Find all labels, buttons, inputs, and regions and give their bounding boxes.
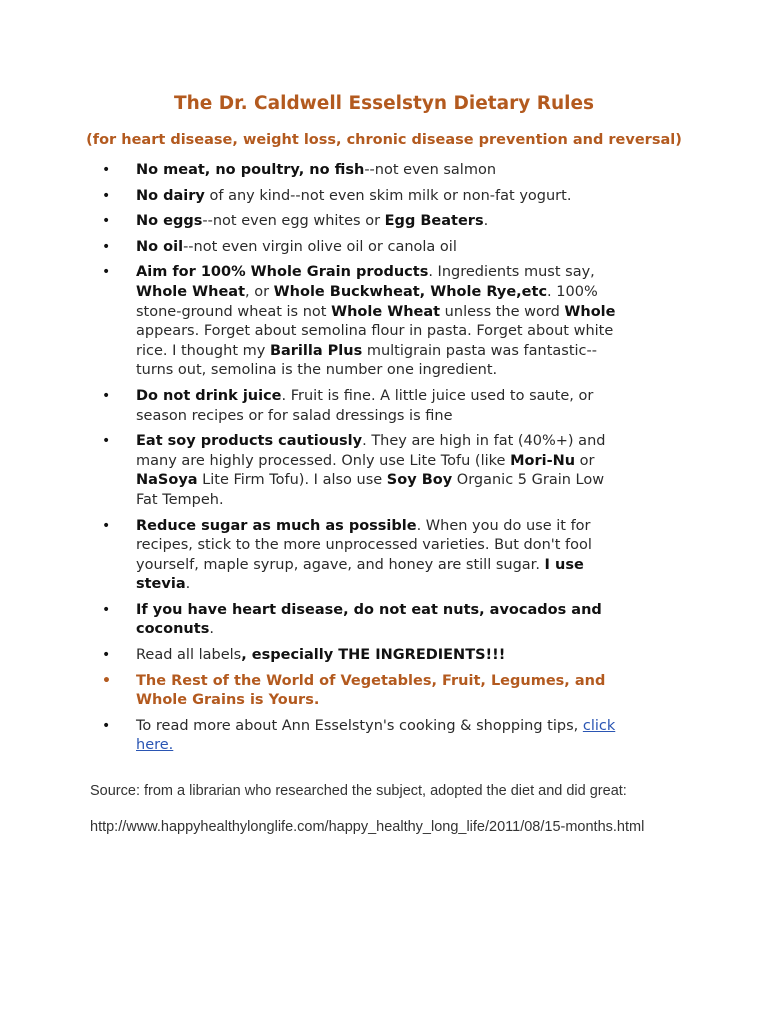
rule-emphasis: Aim for 100% Whole Grain products [136, 264, 429, 281]
rule-text: , or [245, 283, 274, 300]
list-item [100, 672, 620, 711]
rule-emphasis: I use stevia [136, 556, 584, 593]
rule-text: Lite Firm Tofu). I also use [197, 472, 387, 489]
rule-text: . When you do use it for recipes, stick to the more unprocessed varieties. But don't fool yourself, maple syrup, agave, and honey are still sugar. [136, 517, 592, 573]
rule-text: . Ingredients must say, [428, 264, 595, 281]
rule-emphasis: Whole Wheat [331, 303, 441, 320]
list-item [100, 517, 620, 595]
document-title: The Dr. Caldwell Esselstyn Dietary Rules [173, 93, 595, 114]
rule-emphasis: Whole Buckwheat, Whole Rye,etc [273, 283, 548, 300]
rule-text: of any kind--not even skim milk or non-fat yogurt. [204, 187, 572, 204]
rule-emphasis: Mori-Nu [510, 452, 576, 469]
rule-text: --not even virgin olive oil or canola oil [183, 238, 457, 255]
rule-emphasis: If you have heart disease, do not eat nuts, avocados and coconuts [136, 601, 602, 638]
rule-text: . [209, 621, 214, 638]
list-item [100, 601, 620, 640]
document-subtitle: (for heart disease, weight loss, chronic disease prevention and reversal) [86, 132, 682, 148]
rule-text: unless the word [440, 303, 565, 320]
rule-text: . [483, 213, 489, 230]
rule-emphasis: Do not drink juice [136, 387, 282, 404]
rule-emphasis: No meat, no poultry, no fish [136, 162, 365, 178]
list-item [100, 161, 620, 181]
rule-emphasis: No oil [136, 238, 184, 255]
rule-emphasis: , especially THE INGREDIENTS!!! [241, 647, 506, 664]
rule-emphasis: Whole Wheat [136, 283, 245, 300]
list-item [100, 238, 620, 258]
rule-emphasis: Soy Boy [386, 472, 453, 489]
list-item [100, 187, 620, 207]
rule-text: . [185, 576, 191, 593]
list-item [100, 212, 620, 232]
rule-emphasis: NaSoya [136, 472, 198, 489]
rules-list [100, 161, 620, 762]
rule-emphasis: Barilla Plus [269, 342, 363, 359]
rule-emphasis: Egg Beaters [384, 213, 484, 230]
click-here-link[interactable]: click here. [136, 717, 616, 754]
rule-text: or [575, 452, 595, 469]
rule-text: . 100% stone-ground wheat is not [136, 283, 598, 320]
rule-emphasis: No dairy [136, 187, 205, 204]
rule-text: Organic 5 Grain Low Fat Tempeh. [136, 472, 605, 508]
rule-text: appears. Forget about semolina flour in pasta. Forget about white rice. I thought my [136, 323, 614, 359]
rule-text: . They are high in fat (40%+) and many are highly processed. Only use Lite Tofu (like [136, 433, 606, 469]
rule-text: multigrain pasta was fantastic--turns out, semolina is the number one ingredient. [136, 342, 597, 379]
rule-text: . Fruit is fine. A little juice used to saute, or season recipes or for salad dressings is fine [136, 387, 594, 424]
rule-text: --not even salmon [364, 162, 497, 178]
rule-text: --not even egg whites or [202, 213, 385, 230]
source-url: http://www.happyhealthylonglife.com/happy_healthy_long_life/2011/08/15-months.html [90, 819, 645, 835]
rule-text: To read more about Ann Esselstyn's cooking & shopping tips, [136, 717, 583, 734]
rule-emphasis: Reduce sugar as much as possible [136, 517, 417, 534]
source-note: Source: from a librarian who researched the subject, adopted the diet and did great: [90, 783, 627, 799]
rule-highlight: The Rest of the World of Vegetables, Fruit, Legumes, and Whole Grains is Yours. [136, 672, 606, 709]
rule-text: Read all labels [136, 647, 242, 664]
list-item [100, 717, 620, 756]
rule-emphasis: Eat soy products cautiously [136, 433, 363, 450]
list-item [100, 387, 620, 426]
rule-emphasis: No eggs [136, 213, 203, 230]
list-item [100, 432, 620, 510]
list-item [100, 263, 620, 381]
list-item [100, 646, 620, 666]
rule-emphasis: Whole [564, 303, 616, 320]
